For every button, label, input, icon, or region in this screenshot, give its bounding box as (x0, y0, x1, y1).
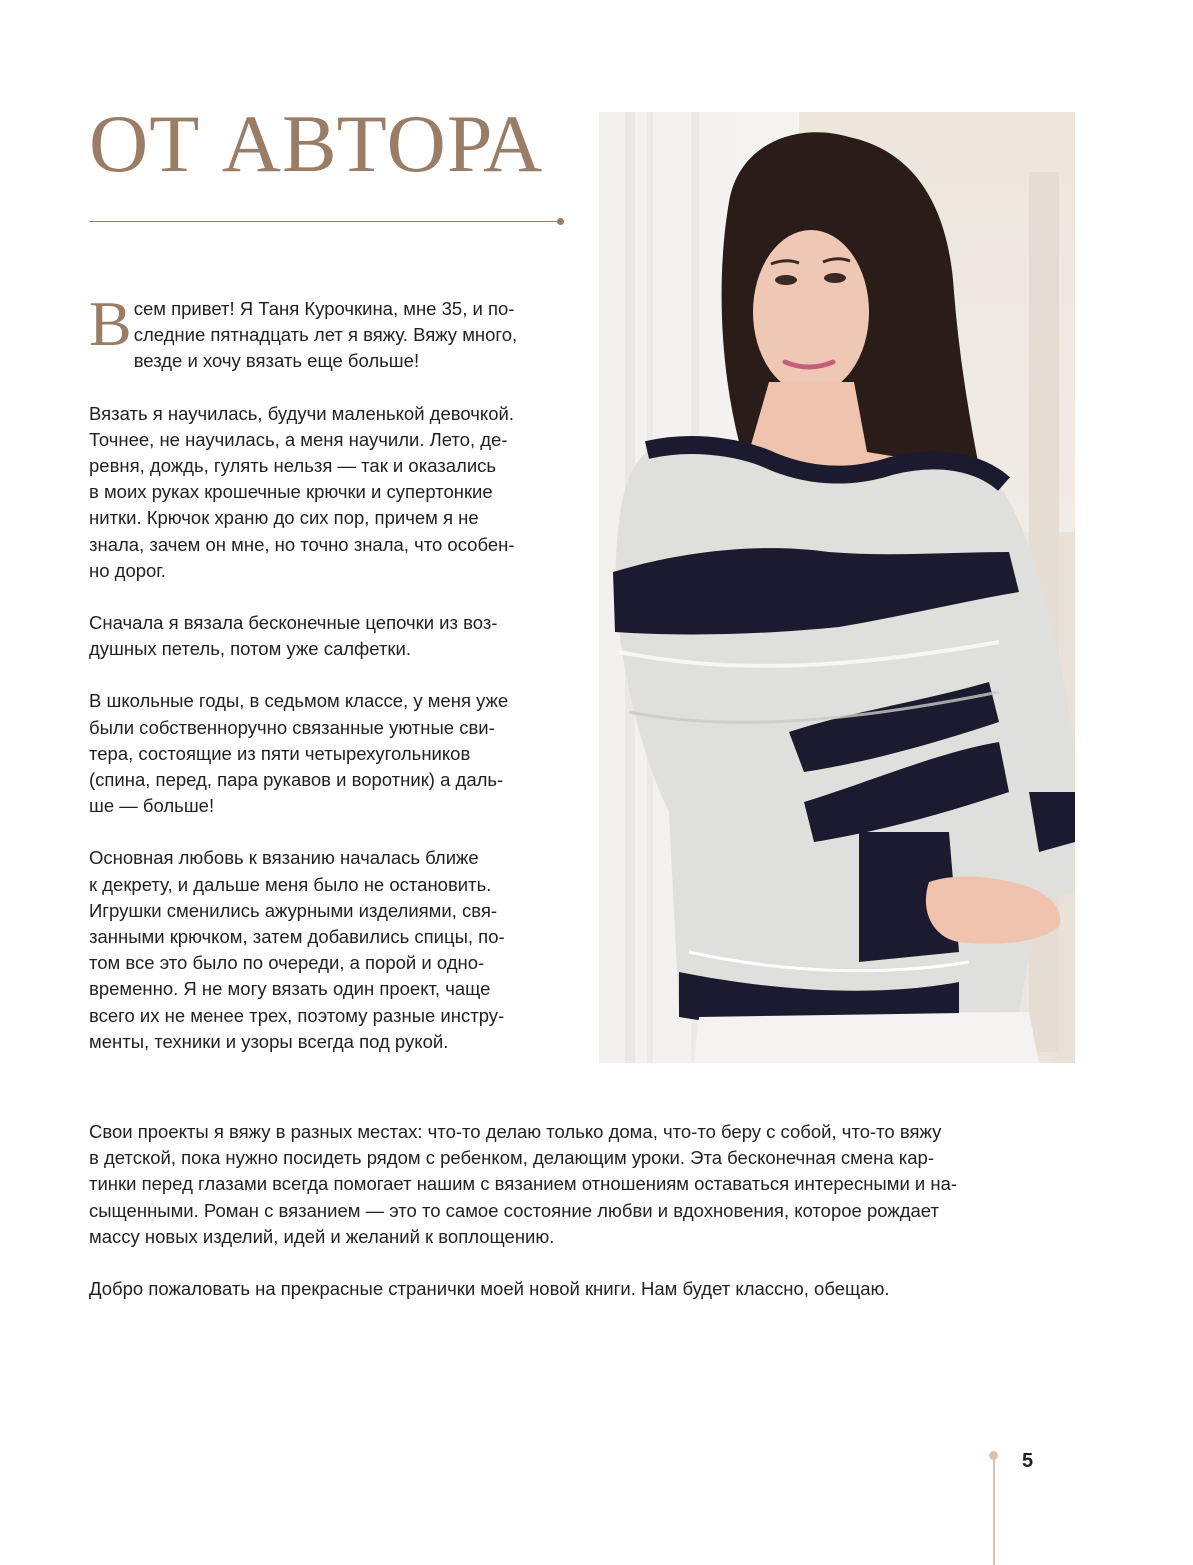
page-title: ОТ АВТОРА (89, 98, 544, 189)
text-line: менты, техники и узоры всегда под рукой. (89, 1030, 449, 1052)
page-number-dot (989, 1451, 998, 1460)
text-line: знала, зачем он мне, но точно знала, что особен- (89, 533, 515, 555)
text-line: к декрету, и дальше меня было не остановить. (89, 873, 492, 895)
text-line: ше — больше! (89, 795, 215, 817)
title-divider (89, 221, 560, 222)
text-line: душных петель, потом уже салфетки. (89, 638, 411, 660)
text-line: Добро пожаловать на прекрасные странички моей новой книги. Нам будет классно, обещаю. (89, 1278, 890, 1300)
paragraph-welcome (89, 1276, 1079, 1302)
text-line: тинки перед глазами всегда помогает нашим с вязанием отношениям оставаться интересными и на- (89, 1173, 958, 1195)
text-line: ревня, дождь, гулять нельзя — так и оказались (89, 455, 497, 477)
page-number-rule (993, 1455, 995, 1565)
text-line: сем привет! Я Таня Курочкина, мне 35, и по- (133, 298, 515, 319)
drop-cap: В (89, 288, 132, 359)
text-line: Свои проекты я вяжу в разных местах: что-то делаю только дома, что-то беру с собой, что-то вяжу (89, 1121, 942, 1142)
text-line: всего их не менее трех, поэтому разные инстру- (89, 1004, 505, 1026)
text-line: но дорог. (89, 559, 166, 581)
paragraph-places (89, 1119, 1079, 1250)
full-width-text (89, 1119, 1079, 1328)
text-line: везде и хочу вязать еще больше! (133, 350, 420, 372)
text-line: временно. Я не могу вязать один проект, чаще (89, 978, 491, 1000)
text-line: нитки. Крючок храню до сих пор, причем я не (89, 507, 479, 529)
page-number: 5 (1022, 1450, 1034, 1472)
text-line: Точнее, не научилась, а меня научили. Лето, де- (89, 428, 508, 450)
text-line: В школьные годы, в седьмом классе, у меня уже (89, 690, 509, 712)
text-line: сыщенными. Роман с вязанием — это то самое состояние любви и вдохновения, которое рождает (89, 1199, 939, 1221)
text-line: в моих руках крошечные крючки и супертонкие (89, 481, 493, 503)
paragraph-chains (89, 610, 567, 662)
title-divider-dot (557, 218, 564, 225)
text-line: том все это было по очереди, а порой и одно- (89, 952, 485, 974)
text-line: Игрушки сменились ажурными изделиями, свя- (89, 899, 498, 921)
text-line: занными крючком, затем добавились спицы, по- (89, 926, 505, 948)
text-line: тера, состоящие из пяти четырехугольников (89, 742, 471, 764)
text-line: в детской, пока нужно посидеть рядом с ребенком, делающим уроки. Эта бесконечная смена кар- (89, 1147, 934, 1169)
text-line: были собственноручно связанные уютные сви- (89, 716, 495, 738)
intro-paragraph (89, 288, 567, 375)
paragraph-love (89, 845, 567, 1055)
left-column (89, 288, 567, 1081)
text-line: Основная любовь к вязанию началась ближе (89, 847, 479, 869)
author-photo (599, 112, 1075, 1063)
paragraph-school (89, 688, 567, 819)
text-line: (спина, перед, пара рукавов и воротник) а даль- (89, 769, 504, 791)
paragraph-childhood (89, 401, 567, 584)
text-line: Вязать я научилась, будучи маленькой девочкой. (89, 402, 514, 424)
text-line: Сначала я вязала бесконечные цепочки из воз- (89, 612, 498, 634)
text-line: следние пятнадцать лет я вяжу. Вяжу много, (133, 324, 518, 346)
text-line: массу новых изделий, идей и желаний к воплощению. (89, 1225, 555, 1247)
